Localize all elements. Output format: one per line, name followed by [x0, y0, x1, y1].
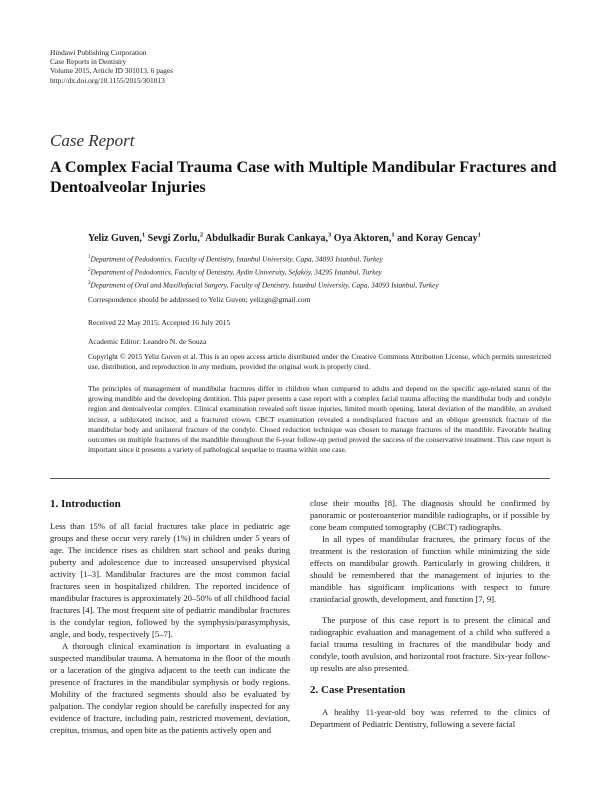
journal-header: [50, 48, 173, 85]
affiliation: $^3$Department of Oral and Maxillofacial Surgery, Faculty of Dentistry, Istanbul University, Capa, 34093 Istanbul, Turkey: [88, 280, 439, 290]
section-heading: 1. Introduction: [50, 498, 121, 510]
affiliations: [88, 252, 439, 291]
right-column: [310, 497, 550, 730]
author: Sevgi Zorlu,$^2$: [145, 232, 204, 245]
publisher: Hindawi Publishing Corporation: [50, 48, 147, 57]
author: Abdulkadir Burak Cankaya,$^3$: [203, 232, 332, 245]
affiliation: $^2$Department of Pedodontics, Faculty of Dentistry, Aydin University, Sefaköy, 34295 Istanbul, Turkey: [88, 267, 382, 277]
paragraph: The purpose of this case report is to present the clinical and radiographic evaluation and management of a child who suffered a facial trauma resulting in fractures of the mandibular body and condyle, tooth avulsion, and horizontal root fracture. Six-year follow-up results are also presented.: [310, 615, 550, 673]
paragraph: A thorough clinical examination is important in evaluating a suspected mandibular trauma. A hematoma in the floor of the mouth or a laceration of the gingiva adjacent to the teeth can indicate the presence of fractures in the mandibular symphysis or body regions. Mobility of the fractured segments should also be evaluated by palpation. The condylar region should be carefully inspected for any evidence of fracture, including pain, restricted movement, deviation, crepitus, trismus, and open bite as the patients actively open and: [50, 641, 290, 735]
paragraph: Less than 15% of all facial fractures take place in pediatric age groups and these occur very rarely (1%) in children under 5 years of age. The incidence rises as children start school and peaks during puberty and adolescence due to increased unsupervised physical activity [1–3]. Mandibular fractures are the most common facial fractures seen in hospitalized children. The reported incidence of mandibular fractures is approximately 20–50% of all childhood facial fractures [4]. The most frequent site of pediatric mandibular fractures is the condylar region, followed by the symphysis/parasymphysis, angle, and body, respectively [5–7].: [50, 521, 290, 639]
paragraph: close their mouths [8]. The diagnosis should be confirmed by panoramic or posteroanterior mandible radiographs, or if possible by cone beam computed tomography (CBCT) radiographs.: [310, 498, 550, 532]
left-column: [50, 497, 290, 736]
doi-link[interactable]: http://dx.doi.org/10.1155/2015/301013: [50, 75, 165, 85]
author: and Koray Gencay$^1$: [394, 232, 481, 245]
journal-name: Case Reports in Dentistry: [50, 57, 127, 67]
volume-info: Volume 2015, Article ID 301013, 6 pages: [50, 66, 174, 76]
paper-title: A Complex Facial Trauma Case with Multiple Mandibular Fractures and Dentoalveolar Injuries: [50, 158, 557, 196]
received-dates: Received 22 May 2015; Accepted 16 July 2015: [88, 318, 231, 327]
abstract: The principles of management of mandibular fractures differ in children when compared to adults and depend on the specific age-related status of the growing mandible and the developing dentition. This paper presents a case report with a complex facial trauma affecting the mandibular body and condyle region and dentoalveolar complex. Clinical examination revealed soft tissue injuries, limited mouth opening, lateral deviation of the mandible, an avulsed incisor, a subluxated incisor, and a fractured crown. CBCT examination revealed a nondisplaced fracture and an oblique greenstick fracture of the mandibular body and unilateral fracture of the condyle. Closed reduction technique was chosen to manage fractures of the mandible. Favorable healing outcomes on multiple fractures of the mandible throughout the 6-year follow-up period proved the success of the conservative treatment. This case report is important since it presents a variety of pathological sequelae to trauma within one case.: [88, 384, 551, 455]
section-heading: 2. Case Presentation: [310, 684, 406, 696]
affiliation: $^1$Department of Pedodontics, Faculty of Dentistry, Istanbul University, Capa, 34093 Istanbul, Turkey: [88, 254, 383, 264]
paragraph: In all types of mandibular fractures, the primary focus of the treatment is the restoration of function while minimizing the side effects on mandibular growth. Particularly in growing children, it should be remembered that the management of injuries to the mandible has significant implications with respect to future craniofacial growth, development, and function [7, 9].: [310, 534, 550, 604]
divider: [50, 478, 550, 479]
article-type: Case Report: [50, 131, 135, 150]
correspondence: Correspondence should be addressed to Yeliz Guven; yelizgn@gmail.com: [88, 295, 311, 304]
author: Oya Aktoren,$^1$: [331, 232, 395, 245]
copyright-notice: Copyright © 2015 Yeliz Guven et al. This is an open access article distributed under the Creative Commons Attribution License, which permits unrestricted use, distribution, and reproduction in any medium, provided the original work is properly cited.: [88, 352, 551, 372]
author: Yeliz Guven,$^1$: [88, 232, 146, 245]
paragraph: A healthy 11-year-old boy was referred to the clinics of Department of Pediatric Dentistry, following a severe facial: [310, 707, 550, 729]
author-list: [88, 232, 481, 244]
academic-editor: Academic Editor: Leandro N. de Souza: [88, 337, 207, 346]
